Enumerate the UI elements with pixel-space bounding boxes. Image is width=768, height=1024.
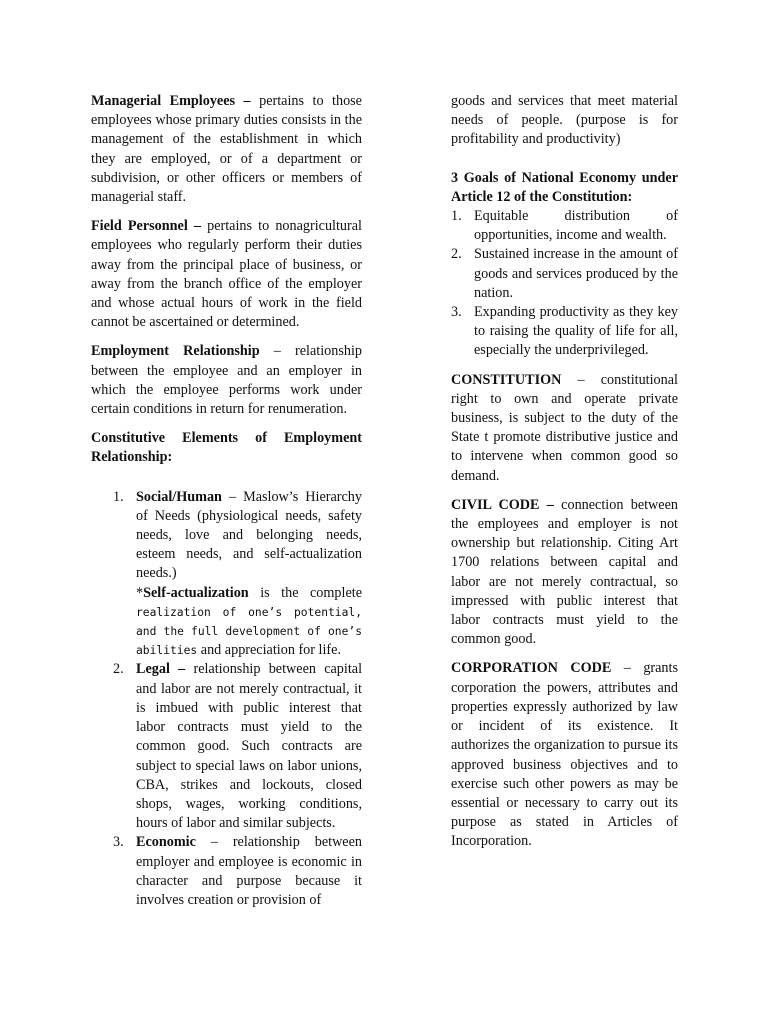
list-item-number: 2. — [113, 661, 124, 678]
left-column — [91, 92, 362, 910]
managerial-employees-term: Managerial Employees – — [91, 93, 251, 109]
corporation-code-text: – grants corporation the powers, attributes and properties expressly authorized by law or incident of its existence. It authorizes the organization to pursue its approved business objectives and to exercise such other powers as may be essential or necessary to carry out its purpose as stated in Articles of Incorporation. — [451, 660, 678, 850]
element-text: – Maslow’s Hierarchy of Needs (physiological needs, safety needs, love and belonging needs, esteem needs, and self-actualization needs.) — [136, 488, 362, 582]
right-column — [451, 92, 678, 862]
civil-code-definition — [451, 496, 678, 650]
civil-code-text: connection between the employees and employer is not ownership but relationship. Citing Art 1700 relations between capital and labor are not merely contractual, so impressed with public interest that labor contracts must yield to the common good. — [451, 496, 678, 648]
list-item-number: 3. — [113, 834, 124, 851]
field-personnel-term: Field Personnel – — [91, 218, 201, 235]
element-text: – relationship between employer and employee is economic in character and purpose because it involves creation or provision of — [136, 834, 362, 908]
constitution-term: CONSTITUTION — [451, 371, 562, 388]
goals-heading: 3 Goals of National Economy under Article 12 of the Constitution: — [451, 169, 678, 205]
list-item-number: 2. — [451, 246, 462, 263]
list-item — [91, 488, 362, 661]
list-item — [451, 303, 678, 361]
list-item — [91, 660, 362, 833]
list-item-number: 3. — [451, 304, 462, 321]
goal-text: Expanding productivity as they key to raising the quality of life for all, especially the underprivileged. — [474, 304, 678, 359]
constitution-definition — [451, 371, 678, 486]
field-personnel-definition — [91, 217, 362, 332]
field-personnel-text: pertains to nonagricultural employees who regularly perform their duties away from the principal place of business, or away from the branch office of the employer and whose actual hours of work in the field cannot be ascertained or determined. — [91, 218, 362, 331]
note-star: * — [136, 584, 144, 601]
list-item-number: 1. — [451, 208, 462, 225]
goals-list — [451, 207, 678, 361]
list-item-number: 1. — [113, 488, 124, 505]
employment-relationship-term: Employment Relationship — [91, 343, 260, 360]
employment-relationship-definition — [91, 342, 362, 419]
managerial-employees-text: pertains to those employees whose primary duties consists in the management of the establishment in which they are employed, or of a department or subdivision, or other officers or members of managerial staff. — [91, 93, 362, 206]
constitutive-elements-heading: Constitutive Elements of Employment Relationship: — [91, 430, 362, 466]
economic-continuation: goods and services that meet material needs of people. (purpose is for profitability and productivity) — [451, 93, 678, 148]
self-actualization-tail: and appreciation for life. — [197, 642, 341, 659]
self-actualization-text: is the complete — [248, 584, 362, 601]
corporation-code-term: CORPORATION CODE — [451, 660, 612, 677]
list-item — [451, 245, 678, 303]
self-actualization-definition: realization of one’s potential, and the full development of one’s abilities — [136, 605, 362, 658]
self-actualization-term: Self-actualization — [143, 584, 249, 601]
employment-relationship-text: – relationship between the employee and an employer in which the employee performs work under certain conditions in return for renumeration. — [91, 343, 362, 418]
civil-code-term: CIVIL CODE – — [451, 496, 554, 513]
managerial-employees-definition — [91, 92, 362, 207]
constitution-text: – constitutional right to own and operate private business, is subject to the duty of the State t promote distributive justice and to intervene when common good so demand. — [451, 371, 678, 484]
goal-text: Equitable distribution of opportunities, income and wealth. — [474, 208, 678, 244]
element-term: Economic — [136, 834, 196, 851]
element-term: Legal – — [136, 661, 186, 678]
goal-text: Sustained increase in the amount of goods and services produced by the nation. — [474, 246, 678, 301]
constitutive-elements-list — [91, 488, 362, 910]
element-text: relationship between capital and labor are not merely contractual, it is imbued with public interest that labor contracts must yield to the common good. Such contracts are subject to special laws on labor unions, CBA, strikes and lockouts, closed shops, wages, working conditions, hours of labor and similar subjects. — [136, 661, 363, 832]
list-item — [91, 833, 362, 910]
corporation-code-definition — [451, 659, 678, 851]
list-item — [451, 207, 678, 245]
element-term: Social/Human — [136, 488, 222, 505]
